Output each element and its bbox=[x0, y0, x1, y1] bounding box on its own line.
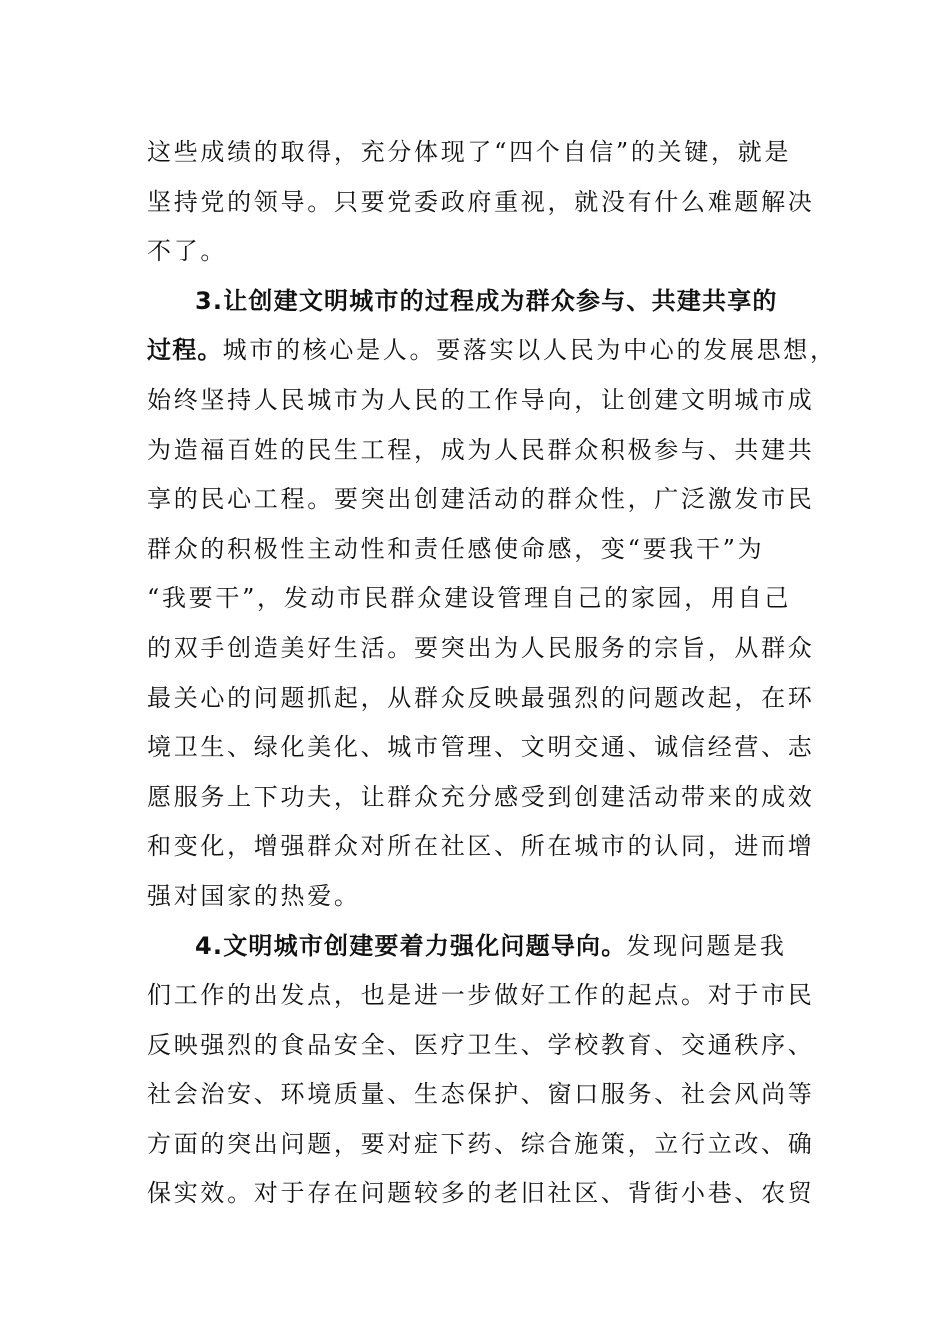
line-text: 坚持党的领导。只要党委政府重视，就没有什么难题解决 bbox=[147, 187, 815, 216]
text-line bbox=[147, 1021, 815, 1071]
text-line bbox=[147, 1120, 815, 1170]
text-line bbox=[147, 376, 815, 426]
line-text: 不了。 bbox=[147, 237, 228, 266]
body-text bbox=[147, 128, 837, 1219]
text-line bbox=[147, 1070, 815, 1120]
heading-text: 4.文明城市创建要着力强化问题导向。 bbox=[195, 931, 627, 960]
line-text: 为造福百姓的民生工程，成为人民群众积极参与、共建共 bbox=[147, 435, 815, 464]
text-line bbox=[147, 128, 807, 178]
line-text: 强对国家的热爱。 bbox=[147, 881, 361, 910]
text-line bbox=[147, 574, 807, 624]
text-line bbox=[147, 178, 815, 228]
line-text: 社会治安、环境质量、生态保护、窗口服务、社会风尚等 bbox=[147, 1080, 815, 1109]
line-text: 反映强烈的食品安全、医疗卫生、学校教育、交通秩序、 bbox=[147, 1030, 815, 1059]
line-text: 方面的突出问题，要对症下药、综合施策，立行立改、确 bbox=[147, 1129, 815, 1158]
section-heading-4 bbox=[147, 922, 807, 972]
line-text: 发现问题是我 bbox=[626, 931, 787, 960]
text-line bbox=[147, 822, 815, 872]
line-text: “我要干”，发动市民群众建设管理自己的家园，用自己 bbox=[147, 584, 792, 613]
line-text: 这些成绩的取得，充分体现了“四个自信”的关键，就是 bbox=[147, 138, 792, 166]
text-line bbox=[147, 1169, 815, 1219]
text-line bbox=[147, 475, 815, 525]
section-heading-3 bbox=[147, 277, 807, 327]
line-text: 的双手创造美好生活。要突出为人民服务的宗旨，从群众 bbox=[147, 633, 815, 662]
line-text: 群众的积极性主动性和责任感使命感，变“要我干”为 bbox=[147, 534, 765, 563]
text-line bbox=[147, 872, 807, 922]
text-line bbox=[147, 525, 807, 575]
line-text: 和变化，增强群众对所在社区、所在城市的认同，进而增 bbox=[147, 832, 815, 861]
text-line bbox=[147, 773, 815, 823]
text-line bbox=[147, 624, 815, 674]
heading-text: 过程。 bbox=[147, 336, 223, 365]
text-line bbox=[147, 326, 837, 376]
line-text: 们工作的出发点，也是进一步做好工作的起点。对于市民 bbox=[147, 981, 815, 1010]
text-line bbox=[147, 674, 815, 724]
line-text: 愿服务上下功夫，让群众充分感受到创建活动带来的成效 bbox=[147, 782, 815, 811]
line-text: 最关心的问题抓起，从群众反映最强烈的问题改起，在环 bbox=[147, 683, 815, 712]
line-text: 保实效。对于存在问题较多的老旧社区、背街小巷、农贸 bbox=[147, 1179, 815, 1208]
text-line bbox=[147, 723, 815, 773]
line-text: 始终坚持人民城市为人民的工作导向，让创建文明城市成 bbox=[147, 385, 815, 414]
text-line bbox=[147, 426, 815, 476]
text-line bbox=[147, 227, 807, 277]
line-text: 城市的核心是人。要落实以人民为中心的发展思想， bbox=[222, 336, 837, 365]
text-line bbox=[147, 971, 815, 1021]
line-text: 享的民心工程。要突出创建活动的群众性，广泛激发市民 bbox=[147, 485, 815, 514]
heading-text: 3.让创建文明城市的过程成为群众参与、共建共享的 bbox=[195, 286, 778, 315]
line-text: 境卫生、绿化美化、城市管理、文明交通、诚信经营、志 bbox=[147, 733, 815, 762]
